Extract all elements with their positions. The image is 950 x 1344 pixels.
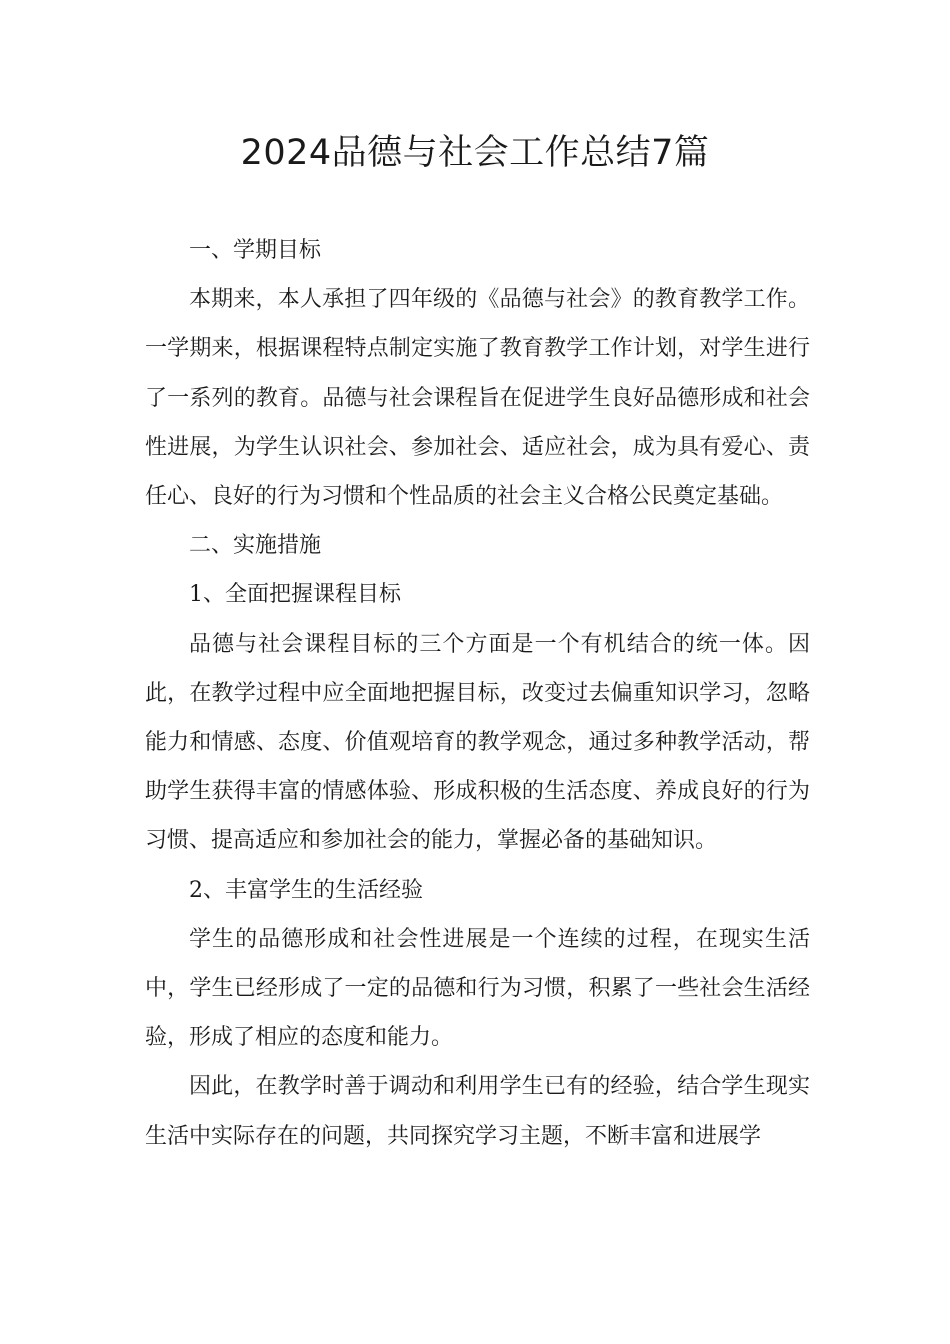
section-heading-measures: 二、实施措施 bbox=[189, 533, 322, 559]
paragraph-therefore: 因此，在教学时善于调动和利用学生已有的经验，结合学生现实生活中实际存在的问题，共同探究学习主题，不断丰富和进展学 bbox=[145, 1074, 810, 1149]
document-title: 2024品德与社会工作总结7篇 bbox=[240, 133, 710, 173]
document-body bbox=[145, 226, 810, 1161]
subheading-course-goals: 1、全面把握课程目标 bbox=[189, 582, 401, 608]
paragraph-goals: 本期来，本人承担了四年级的《品德与社会》的教育教学工作。一学期来，根据课程特点制定实施了教育教学工作计划，对学生进行了一系列的教育。品德与社会课程旨在促进学生良好品德形成和社会性进展，为学生认识社会、参加社会、适应社会，成为具有爱心、责任心、良好的行为习惯和个性品质的社会主义合格公民奠定基础。 bbox=[145, 287, 810, 510]
subheading-life-experience: 2、丰富学生的生活经验 bbox=[189, 877, 423, 903]
section-heading-goals: 一、学期目标 bbox=[189, 238, 322, 263]
paragraph-life-experience: 学生的品德形成和社会性进展是一个连续的过程，在现实生活中，学生已经形成了一定的品德和行为习惯，积累了一些社会生活经验，形成了相应的态度和能力。 bbox=[145, 926, 810, 1051]
paragraph-course-goals: 品德与社会课程目标的三个方面是一个有机结合的统一体。因此，在教学过程中应全面地把握目标，改变过去偏重知识学习，忽略能力和情感、态度、价值观培育的教学观念，通过多种教学活动，帮助学生获得丰富的情感体验、形成积极的生活态度、养成良好的行为习惯、提高适应和参加社会的能力，掌握必备的基础知识。 bbox=[145, 631, 810, 854]
